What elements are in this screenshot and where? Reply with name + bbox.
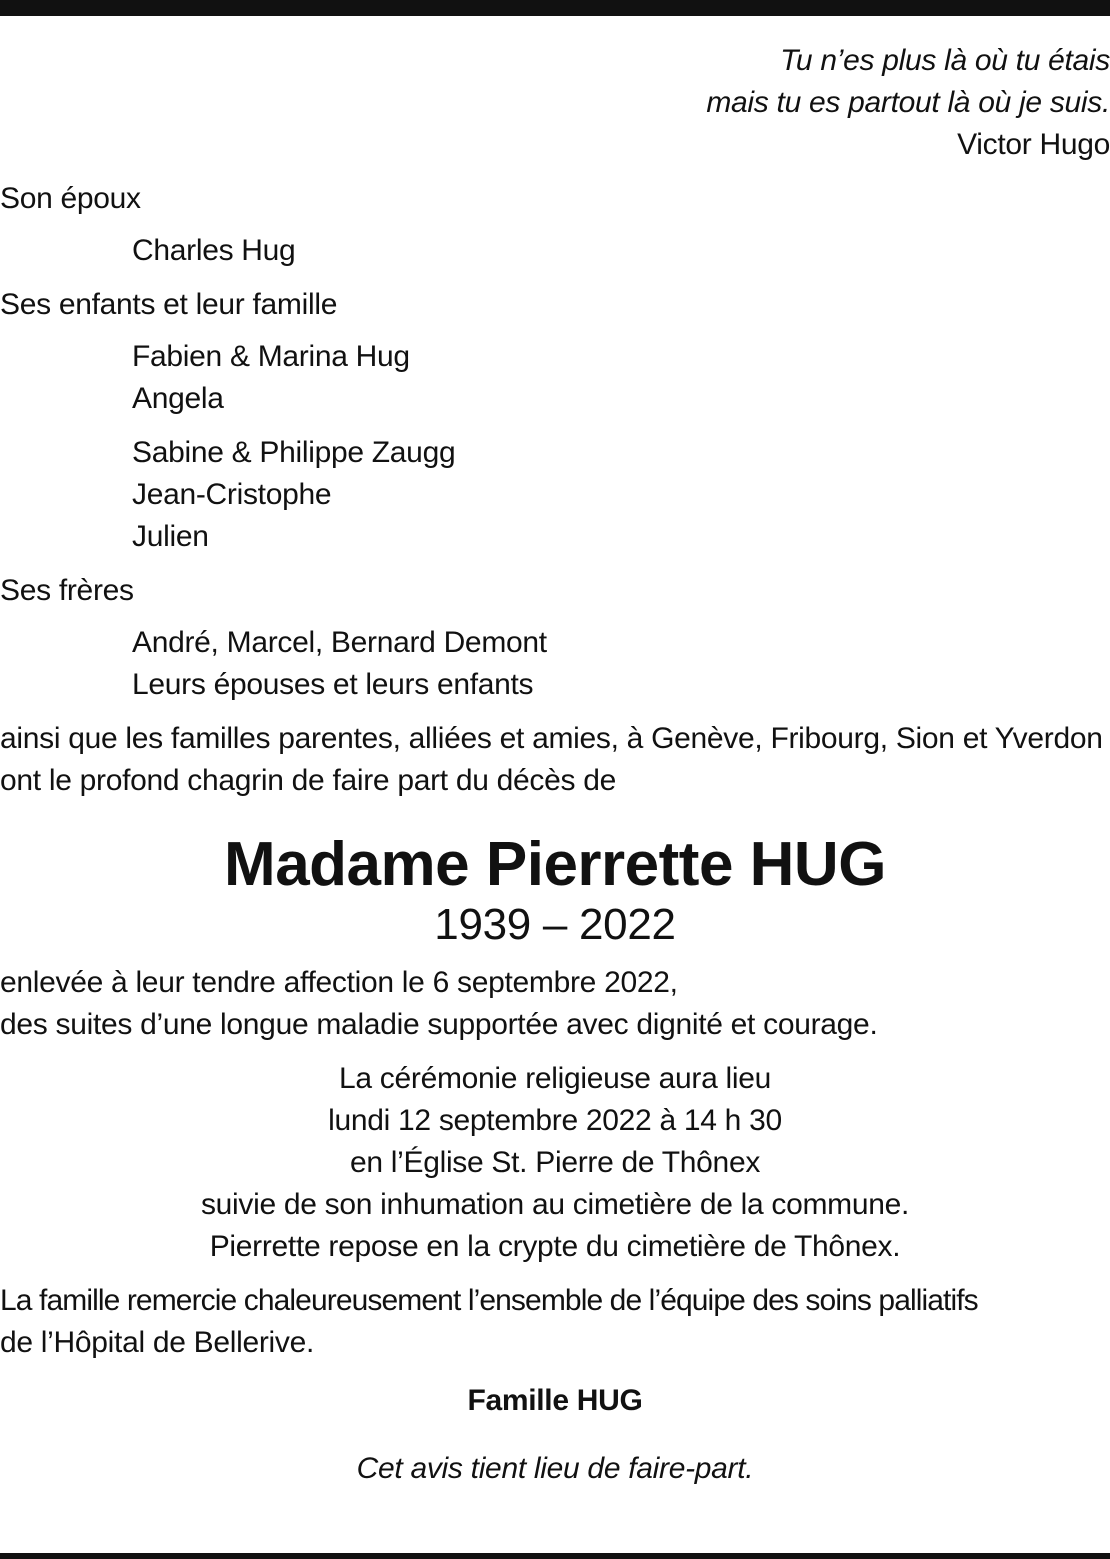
top-rule xyxy=(0,0,1110,16)
children-heading: Ses enfants et leur famille xyxy=(0,288,338,321)
passing-block xyxy=(0,962,1110,1046)
thanks-line-1: La famille remercie chaleureusement l’ensemble de l’équipe des soins palliatifs xyxy=(0,1284,978,1317)
passing-line-2: des suites d’une longue maladie supportée avec dignité et courage. xyxy=(0,1008,878,1041)
grief-line: ont le profond chagrin de faire part du décès de xyxy=(0,764,617,797)
ceremony-line: en l’Église St. Pierre de Thônex xyxy=(349,1146,761,1179)
children-group-2 xyxy=(0,432,1110,558)
ceremony-line: La cérémonie religieuse aura lieu xyxy=(338,1062,772,1095)
quote-block xyxy=(0,40,1110,166)
bottom-rule xyxy=(0,1553,1110,1559)
child-family-line: Fabien & Marina Hug xyxy=(132,340,410,373)
obituary-content xyxy=(0,40,1110,1490)
brothers-name-line: André, Marcel, Bernard Demont xyxy=(132,626,547,659)
ceremony-line: Pierrette repose en la crypte du cimetière de Thônex. xyxy=(209,1230,901,1263)
child-family-line: Sabine & Philippe Zaugg xyxy=(132,436,456,469)
quote-line-2: mais tu es partout là où je suis. xyxy=(706,86,1110,119)
brothers-section xyxy=(0,570,1110,706)
brothers-names xyxy=(0,622,1110,706)
spouse-heading: Son époux xyxy=(0,182,141,215)
brothers-heading: Ses frères xyxy=(0,574,134,607)
thanks-line-2: de l’Hôpital de Bellerive. xyxy=(0,1326,315,1359)
brothers-family-line: Leurs épouses et leurs enfants xyxy=(132,668,534,701)
thanks-block xyxy=(0,1280,1110,1364)
signature: Famille HUG xyxy=(467,1384,643,1417)
deceased-years: 1939 – 2022 xyxy=(434,900,676,949)
ceremony-block xyxy=(0,1058,1110,1268)
deceased-name: Madame Pierrette HUG xyxy=(224,830,886,899)
grandchild-line: Angela xyxy=(132,382,224,415)
grandchild-line: Jean-Cristophe xyxy=(132,478,332,511)
children-section xyxy=(0,284,1110,558)
spouse-section xyxy=(0,178,1110,272)
children-group-1 xyxy=(0,336,1110,420)
spouse-names xyxy=(0,230,1110,272)
quote-author: Victor Hugo xyxy=(957,128,1110,161)
ceremony-line: suivie de son inhumation au cimetière de la commune. xyxy=(200,1188,910,1221)
notice: Cet avis tient lieu de faire-part. xyxy=(356,1452,754,1485)
announcement-block xyxy=(0,718,1110,802)
quote-line-1: Tu n’es plus là où tu étais xyxy=(780,44,1110,77)
ceremony-line: lundi 12 septembre 2022 à 14 h 30 xyxy=(328,1104,782,1137)
families-line: ainsi que les familles parentes, alliées et amies, à Genève, Fribourg, Sion et Yverdon xyxy=(0,722,1103,755)
passing-line-1: enlevée à leur tendre affection le 6 septembre 2022, xyxy=(0,966,678,999)
grandchild-line: Julien xyxy=(132,520,209,553)
spouse-name: Charles Hug xyxy=(132,234,296,267)
